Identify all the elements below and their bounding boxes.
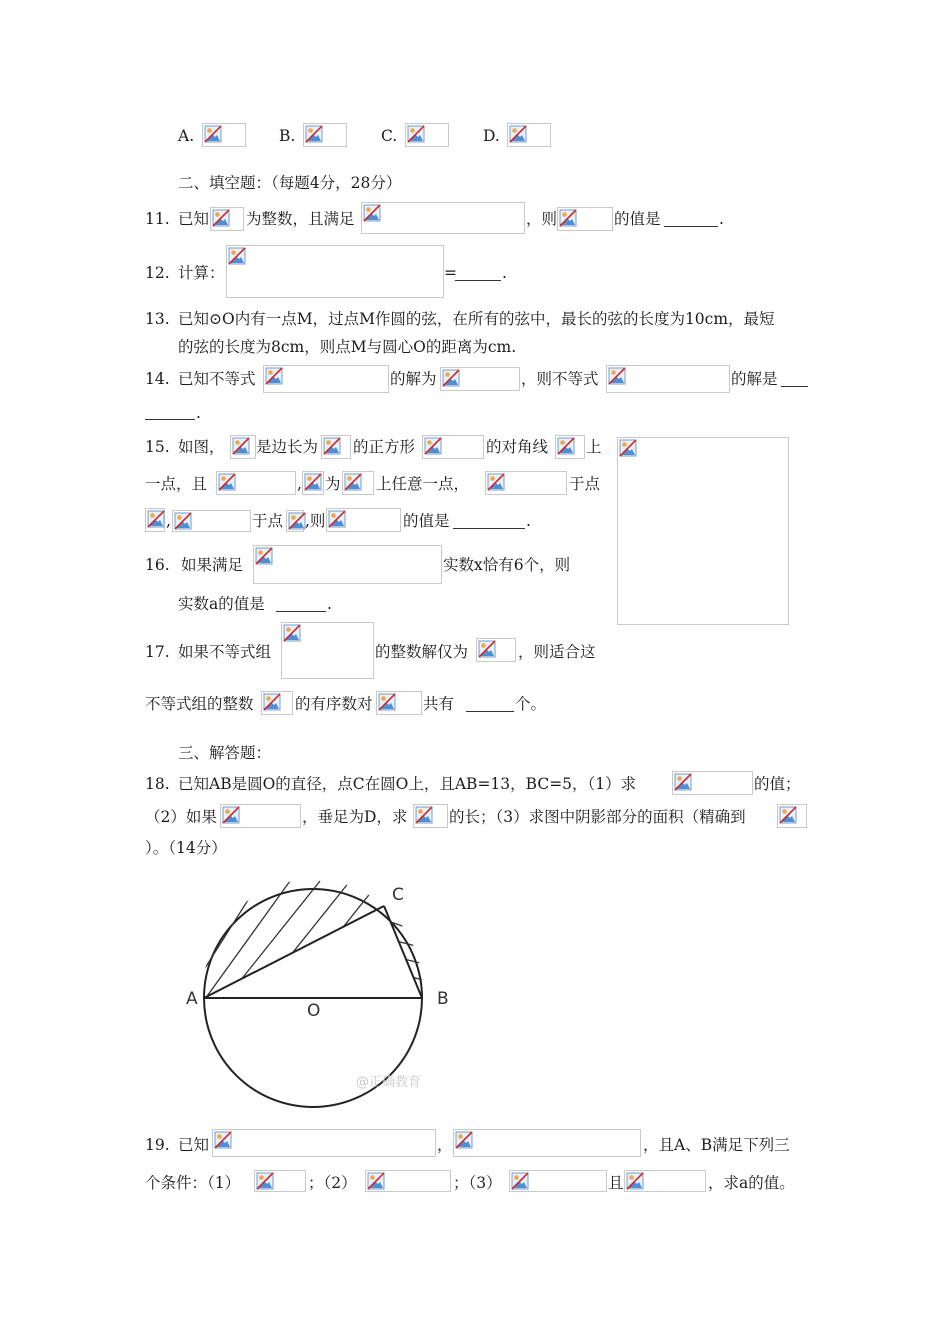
q19-formula-image-4	[365, 1170, 451, 1192]
q15-text-5: 上	[586, 438, 602, 456]
section-3-heading: 三、解答题：	[178, 744, 272, 762]
q18-text-3: （2）如果	[145, 808, 217, 826]
q19-formula-image-2	[453, 1129, 641, 1157]
q19-text-6: ；（3）	[453, 1174, 502, 1192]
q16-text-1: 如果满足	[181, 556, 244, 574]
broken-image-icon	[626, 1172, 644, 1190]
q17-text-4: 不等式组的整数	[145, 695, 254, 713]
broken-image-icon	[478, 640, 496, 658]
chord-ac	[204, 906, 384, 998]
q15-formula-image-4	[555, 435, 585, 459]
q17-text-3: ，则适合这	[518, 643, 596, 661]
q17-answer-blank	[466, 697, 514, 712]
q11-text-4: 的值是	[614, 210, 661, 228]
q12-text-2: =	[444, 264, 457, 282]
q15-text-15: .	[526, 512, 531, 530]
q17-text-7: 个。	[515, 695, 547, 713]
broken-image-icon	[619, 439, 637, 457]
q15-formula-image-11	[286, 510, 304, 532]
broken-image-icon	[424, 437, 442, 455]
q17-formula-image-3	[261, 691, 293, 715]
q15-formula-image-2	[321, 435, 351, 459]
option-b-formula-image	[303, 123, 347, 147]
broken-image-icon	[367, 1172, 385, 1190]
q15-answer-blank	[453, 514, 525, 529]
q18-text-1: 已知AB是圆O的直径，点C在圆O上，且AB=13，BC=5，（1）求	[178, 775, 637, 793]
option-b-label: B.	[279, 127, 296, 145]
q15-formula-image-3	[422, 435, 484, 459]
q18-text-6: ）。（14分）	[145, 839, 227, 857]
broken-image-icon	[378, 693, 396, 711]
q13-number: 13.	[145, 310, 170, 328]
q17-text-6: 共有	[423, 695, 455, 713]
q11-formula-image-2	[361, 202, 525, 234]
q13-line-1: 已知⊙O内有一点M，过点M作圆的弦，在所有的弦中，最长的弦的长度为10cm，最短	[178, 310, 775, 328]
q17-text-2: 的整数解仅为	[375, 643, 469, 661]
broken-image-icon	[218, 473, 236, 491]
q15-text-2: 是边长为	[256, 438, 319, 456]
q12-text-3: .	[502, 264, 507, 282]
q11-answer-blank	[664, 212, 718, 227]
broken-image-icon	[415, 806, 433, 824]
option-a-label: A.	[178, 127, 195, 145]
q14-text-5: .	[196, 404, 201, 422]
broken-image-icon	[232, 437, 250, 455]
broken-image-icon	[509, 125, 527, 143]
q15-formula-image-9	[145, 508, 165, 532]
broken-image-icon	[288, 512, 306, 530]
q18-text-5: 的长；（3）求图中阴影部分的面积（精确到	[449, 808, 746, 826]
q15-text-13: ,则	[305, 512, 326, 530]
q18-circle-figure	[180, 876, 450, 1116]
broken-image-icon	[674, 773, 692, 791]
broken-image-icon	[212, 209, 230, 227]
q17-formula-image-4	[376, 691, 422, 715]
broken-image-icon	[228, 247, 246, 265]
broken-image-icon	[559, 209, 577, 227]
broken-image-icon	[305, 125, 323, 143]
broken-image-icon	[204, 125, 222, 143]
q14-text-1: 已知不等式	[178, 370, 256, 388]
q17-formula-image-1	[281, 622, 374, 679]
q14-formula-image-3	[606, 365, 730, 393]
q14-number: 14.	[145, 370, 170, 388]
broken-image-icon	[328, 510, 346, 528]
watermark: @正确教育	[356, 1075, 422, 1090]
broken-image-icon	[255, 547, 273, 565]
broken-image-icon	[487, 473, 505, 491]
option-a-formula-image	[202, 123, 246, 147]
q15-text-7: ,	[297, 475, 302, 493]
q14-answer-blank-1	[781, 372, 808, 387]
label-a: A	[186, 989, 198, 1009]
q18-number: 18.	[145, 775, 170, 793]
broken-image-icon	[344, 473, 362, 491]
broken-image-icon	[214, 1131, 232, 1149]
broken-image-icon	[407, 125, 425, 143]
q11-text-1: 已知	[178, 210, 210, 228]
label-b: B	[437, 989, 449, 1009]
broken-image-icon	[256, 1172, 274, 1190]
q16-text-3: 实数a的值是	[178, 595, 265, 613]
q19-formula-image-5	[509, 1170, 607, 1192]
broken-image-icon	[779, 806, 797, 824]
q16-answer-blank	[276, 597, 326, 612]
q15-text-6: 一点，且	[145, 475, 208, 493]
q12-number: 12.	[145, 264, 170, 282]
broken-image-icon	[608, 367, 626, 385]
q15-text-14: 的值是	[403, 512, 450, 530]
q18-text-2: 的值；	[754, 775, 801, 793]
q15-text-4: 的对角线	[486, 438, 549, 456]
section-2-heading: 二、填空题：（每题4分，28分）	[178, 174, 402, 192]
q12-text-1: 计算：	[178, 264, 225, 282]
option-c-formula-image	[405, 123, 449, 147]
broken-image-icon	[323, 437, 341, 455]
q16-text-4: .	[327, 595, 332, 613]
broken-image-icon	[455, 1131, 473, 1149]
q18-formula-image-4	[777, 804, 807, 828]
broken-image-icon	[147, 510, 165, 528]
q19-text-4: 个条件：（1）	[145, 1174, 241, 1192]
q15-formula-image-1	[230, 435, 256, 459]
q14-text-4: 的解是	[731, 370, 778, 388]
q19-text-2: ，	[437, 1136, 453, 1154]
q15-figure-image	[617, 437, 789, 625]
broken-image-icon	[557, 437, 575, 455]
q19-text-8: ，求a的值。	[708, 1174, 795, 1192]
q15-text-3: 的正方形	[353, 438, 416, 456]
q19-number: 19.	[145, 1136, 170, 1154]
q18-formula-image-1	[672, 771, 753, 795]
q19-text-1: 已知	[178, 1136, 210, 1154]
q15-text-8: 为	[325, 475, 341, 493]
broken-image-icon	[442, 369, 460, 387]
broken-image-icon	[222, 806, 240, 824]
label-c: C	[392, 885, 404, 905]
shaded-region-cb	[385, 920, 430, 982]
q18-text-4: ，垂足为D，求	[302, 808, 408, 826]
q18-formula-image-2	[220, 804, 301, 828]
q17-text-5: 的有序数对	[295, 695, 373, 713]
q11-formula-image-1	[210, 207, 244, 231]
q14-answer-blank-2	[145, 405, 195, 420]
q17-number: 17.	[145, 643, 170, 661]
option-c-label: C.	[381, 127, 398, 145]
q15-formula-image-10	[172, 510, 251, 532]
broken-image-icon	[265, 367, 283, 385]
q19-formula-image-1	[212, 1129, 436, 1157]
chord-cb	[384, 906, 422, 998]
q15-formula-image-7	[342, 471, 374, 495]
broken-image-icon	[283, 624, 301, 642]
q11-number: 11.	[145, 210, 170, 228]
q15-formula-image-8	[485, 471, 567, 495]
broken-image-icon	[174, 512, 192, 530]
q19-text-5: ；（2）	[308, 1174, 357, 1192]
q17-formula-image-2	[476, 638, 516, 662]
q19-formula-image-3	[254, 1170, 306, 1192]
q11-text-3: ，则	[526, 210, 558, 228]
q14-formula-image-2	[440, 367, 520, 391]
q15-formula-image-5	[216, 471, 296, 495]
option-d-label: D.	[483, 127, 500, 145]
q13-line-2: 的弦的长度为8cm，则点M与圆心O的距离为cm.	[178, 338, 517, 356]
q15-text-10: 于点	[569, 475, 601, 493]
q15-text-9: 上任意一点，	[376, 475, 470, 493]
q11-text-5: .	[719, 210, 724, 228]
broken-image-icon	[511, 1172, 529, 1190]
q14-text-3: ，则不等式	[521, 370, 599, 388]
q15-formula-image-6	[302, 471, 324, 495]
q15-number: 15.	[145, 438, 170, 456]
q19-text-3: ，且A、B满足下列三	[643, 1136, 790, 1154]
q15-text-1: 如图，	[178, 438, 225, 456]
q14-text-2: 的解为	[390, 370, 437, 388]
q15-text-11: ,	[166, 512, 171, 530]
q11-formula-image-3	[557, 207, 613, 231]
broken-image-icon	[363, 204, 381, 222]
label-o: O	[307, 1001, 321, 1021]
broken-image-icon	[304, 473, 322, 491]
q15-formula-image-12	[326, 508, 401, 532]
q16-text-2: 实数x恰有6个，则	[443, 556, 571, 574]
q14-formula-image-1	[263, 365, 389, 393]
option-d-formula-image	[507, 123, 551, 147]
q19-formula-image-6	[624, 1170, 706, 1192]
q17-text-1: 如果不等式组	[178, 643, 272, 661]
q19-text-7: 且	[608, 1174, 624, 1192]
shaded-region-ac	[200, 881, 410, 1006]
q12-formula-image	[226, 245, 444, 298]
q11-text-2: 为整数，且满足	[246, 210, 355, 228]
q16-number: 16.	[145, 556, 170, 574]
q15-text-12: 于点	[252, 512, 284, 530]
q12-answer-blank	[455, 266, 501, 281]
q16-formula-image	[253, 545, 442, 584]
broken-image-icon	[263, 693, 281, 711]
q18-formula-image-3	[413, 804, 448, 828]
